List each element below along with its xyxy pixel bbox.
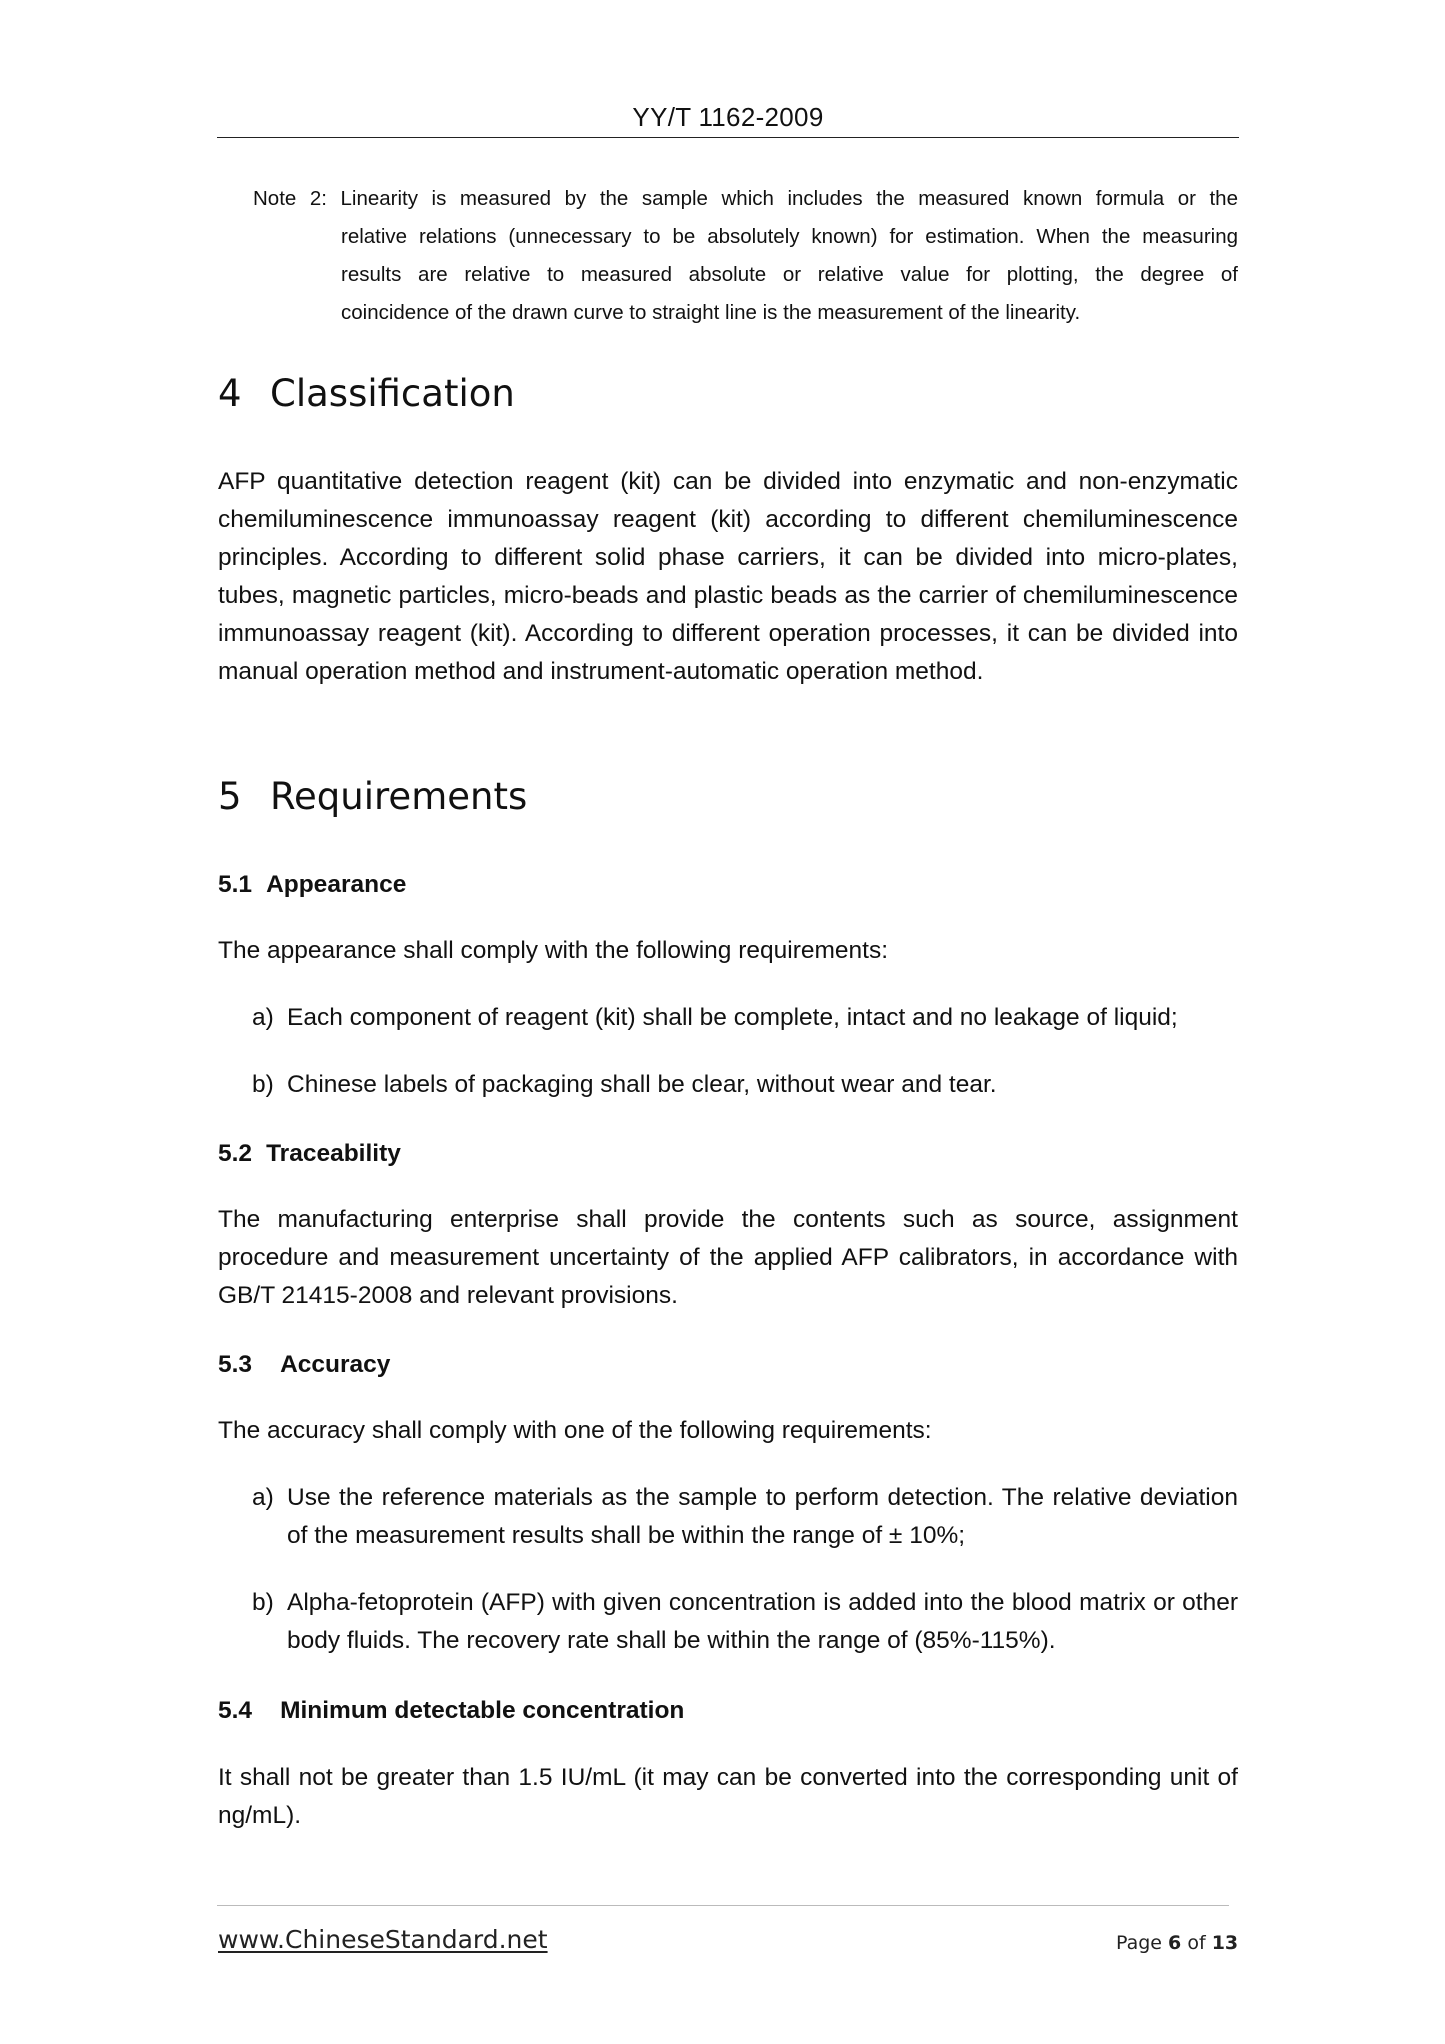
list-item: [252, 1479, 1238, 1555]
subsection-number: 5.3: [218, 1351, 253, 1378]
list-item-text: Chinese labels of packaging shall be clear, without wear and tear.: [287, 1071, 997, 1098]
min-detectable-body: It shall not be greater than 1.5 IU/mL (it may can be converted into the corresponding unit of ng/mL).: [218, 1764, 1238, 1829]
list-item-text: Use the reference materials as the sample to perform detection. The relative deviation of the measurement results shall be within the range of ± 10%;: [287, 1484, 1238, 1549]
section-5-2-heading: [218, 1140, 401, 1168]
note-line-1: Linearity is measured by the sample which includes the measured known formula or the: [340, 187, 1238, 210]
list-item: [252, 999, 1238, 1037]
subsection-title: Accuracy: [280, 1351, 391, 1378]
list-item-text: Alpha-fetoprotein (AFP) with given concentration is added into the blood matrix or other body fluids. The recovery rate shall be within the range of (85%-115%).: [287, 1589, 1238, 1654]
section-4-heading: [218, 372, 515, 415]
section-5-1-heading: [218, 871, 406, 899]
list-item: [252, 1584, 1238, 1660]
subsection-number: 5.1: [218, 871, 253, 898]
note-line-2: relative relations (unnecessary to be absolutely known) for estimation. When the measuring: [341, 225, 1238, 248]
page-current: 6: [1168, 1932, 1182, 1954]
list-marker: b): [252, 1071, 274, 1098]
page-prefix: Page: [1116, 1932, 1162, 1954]
section-5-3-heading: [218, 1351, 390, 1379]
list-marker: a): [252, 1484, 274, 1511]
subsection-number: 5.4: [218, 1697, 253, 1724]
note-line-4: coincidence of the drawn curve to straight line is the measurement of the linearity.: [341, 301, 1081, 324]
list-item-text: Each component of reagent (kit) shall be complete, intact and no leakage of liquid;: [287, 1004, 1178, 1031]
subsection-title: Minimum detectable concentration: [280, 1697, 685, 1724]
section-4-body: AFP quantitative detection reagent (kit) can be divided into enzymatic and non-enzymatic chemiluminescence immunoassay reagent (kit) according to different chemiluminescence principles. According to different solid phase carriers, it can be divided into micro-plates, tubes, magnetic particles, micro-beads and plastic beads as the carrier of chemiluminescence immunoassay reagent (kit). According to different operation processes, it can be divided into manual operation method and instrument-automatic operation method.: [218, 468, 1238, 685]
section-title: Classification: [270, 372, 515, 415]
list-item: [252, 1066, 1238, 1104]
page-of: of: [1187, 1932, 1206, 1954]
subsection-title: Traceability: [266, 1140, 401, 1167]
section-5-4-heading: [218, 1697, 684, 1725]
note-line-3: results are relative to measured absolute or relative value for plotting, the degree of: [341, 263, 1238, 286]
section-number: 5: [218, 775, 242, 818]
document-code-header: YY/T 1162-2009: [632, 102, 824, 132]
list-marker: a): [252, 1004, 274, 1031]
list-marker: b): [252, 1589, 274, 1616]
traceability-body: The manufacturing enterprise shall provide the contents such as source, assignment procedure and measurement uncertainty of the applied AFP calibrators, in accordance with GB/T 21415-2008 and relevant provisions.: [218, 1206, 1238, 1309]
subsection-title: Appearance: [266, 871, 407, 898]
footer-rule: [217, 1905, 1229, 1906]
section-5-heading: [218, 775, 527, 818]
page-number: [1116, 1932, 1238, 1954]
website-link[interactable]: www.ChineseStandard.net: [218, 1925, 548, 1954]
note-2: [253, 180, 1238, 332]
note-label: Note 2:: [253, 187, 327, 210]
section-title: Requirements: [270, 775, 528, 818]
header-rule: [217, 137, 1239, 138]
subsection-number: 5.2: [218, 1140, 253, 1167]
accuracy-intro: The accuracy shall comply with one of the following requirements:: [218, 1417, 932, 1444]
appearance-intro: The appearance shall comply with the following requirements:: [218, 937, 889, 964]
page-total: 13: [1211, 1932, 1239, 1954]
note-first-line: [253, 180, 1238, 218]
section-number: 4: [218, 372, 242, 415]
